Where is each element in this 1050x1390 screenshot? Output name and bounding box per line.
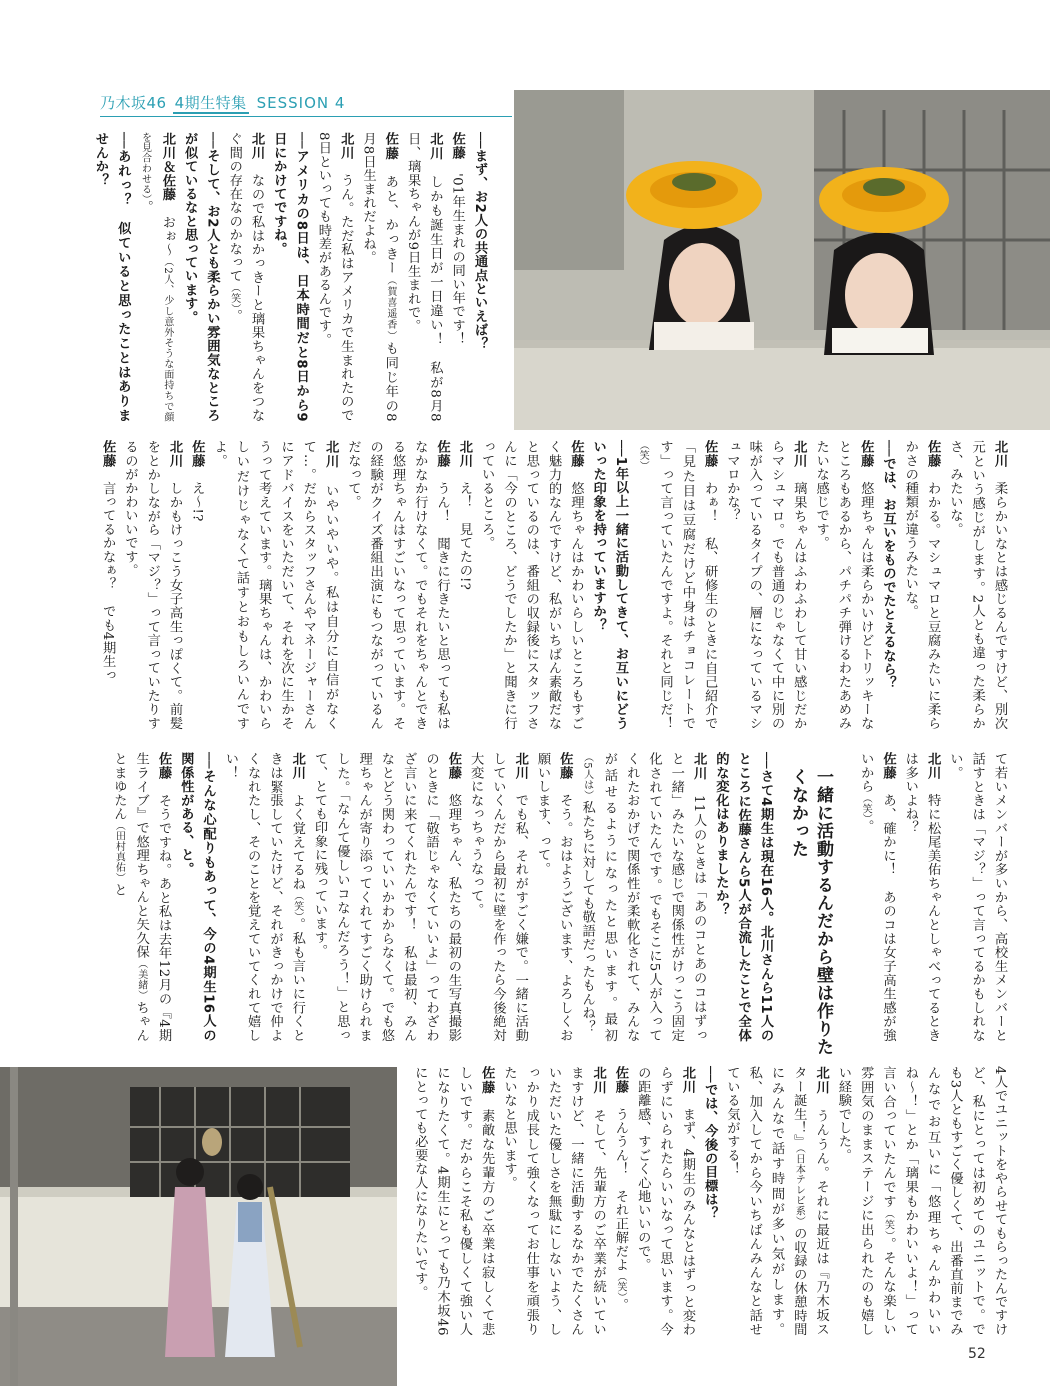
answer: そうですね。あと私は去年12月の『4期生ライブ』で悠理ちゃんと矢久保 — [133, 752, 171, 1043]
annotation: （笑） — [637, 440, 649, 472]
speaker: 北川 — [925, 752, 941, 780]
speaker: 佐藤 — [568, 440, 584, 468]
annotation: （2人、少し意外そうな面持ちで顔を見合わせる） — [139, 132, 173, 423]
answer: の収録の休憩時間にみんなで話す時間が多い気がします。私、加入してから今いちばんみんなと話せている気がする！ — [724, 1066, 807, 1337]
answer: 悠理ちゃんは柔らかいけどトリッキーなところもあるから、パチパチ弾けるわたあめみたいな感じです。 — [813, 440, 874, 731]
answer: 。私も言いに行くときは緊張していたけど、それがきっかけで仲よくなれたし、そのことを覚えていてくれて嬉しい！ — [222, 752, 305, 1042]
annotation: （笑） — [291, 890, 303, 918]
speaker: 佐藤 — [612, 1066, 628, 1094]
question: ──では、今後の目標は？ — [702, 1066, 718, 1220]
answer: 言ってるかなぁ？ でも4期生っ — [100, 481, 116, 682]
text-column-a — [92, 132, 490, 423]
speaker: 北川 — [427, 132, 443, 161]
answer: 4人でユニットをやらせてもらったんですけど、私にとっては初めてのユニットで。でも3人ともすごく優しくて、出番直前までみんなでお互いに「悠理ちゃんかわいいね〜！」とか「璃果もかわいいよ！」って言い合っていたんです — [880, 1066, 1007, 1336]
answer: あ、確かに！ あのコは女子高生感が強いから — [858, 752, 896, 1043]
answer: と — [111, 882, 127, 897]
question: ──1年以上一緒に活動してきて、お互いにどういった印象を持っていますか？ — [590, 440, 628, 730]
photo-street — [0, 1067, 397, 1386]
speaker: 佐藤 — [858, 440, 874, 468]
speaker: 北川 — [249, 132, 265, 160]
question: ──さて4期生は現在16人。北川さんら11人のところに佐藤さんら5人が合流したことで全体的な変化はありましたか？ — [713, 752, 773, 1042]
answer: 悠理ちゃん、私たちの最初の生写真撮影のときに「敬語じゃなくていいよ」ってわざわざ言いに来てくれたんです！ 私は最初、みんなとどう関わっていいかわからなくて。でも悠理ちゃんが寄り添ってくれてすごく助けられました。「なんて優しいコなんだろう！」と思って、とても印象に残っています。 — [312, 752, 461, 1043]
speaker: 北川 — [590, 1066, 606, 1095]
answer: うんうん。それに最近は『乃木坂スター誕生！』 — [791, 1066, 829, 1337]
subheading: 一緒に活動するんだから壁は作りたくなかった — [788, 768, 833, 1056]
speaker: 北川 — [691, 752, 707, 781]
speaker: 佐藤 — [880, 752, 896, 780]
speaker: 北川 — [323, 440, 339, 470]
answer: うん！ 聞きに行きたいと思っても私はなかなか行けなくて。でもそれをちゃんとできる悠理ちゃんはすごいなって思っています。その経験がクイズ番組出演にもつながっているんだなって。 — [345, 440, 450, 731]
answer: も同じ年の8月8日生まれだよね。 — [360, 132, 398, 423]
text-column-e — [412, 1066, 1010, 1336]
answer: 。 — [612, 1297, 628, 1312]
speaker: 北川 — [338, 132, 354, 160]
text-column-b — [100, 440, 1010, 731]
question: ──まず、お2人の共通点といえば？ — [472, 132, 487, 351]
answer: わかる。マシュマロと豆腐みたいに柔らかさの種類が違うみたいな。 — [902, 440, 941, 731]
photo-sunflowers-art — [514, 90, 1050, 430]
speaker: 北川 — [791, 440, 807, 468]
annotation: （賀喜遥香） — [384, 275, 396, 342]
header-rule — [100, 116, 512, 117]
speaker: 佐藤 — [702, 440, 718, 468]
speaker: 北川 — [289, 752, 305, 780]
section-header — [100, 92, 520, 114]
speaker: 佐藤 — [155, 752, 171, 780]
speaker: 北川 — [456, 440, 472, 468]
speaker: 佐藤 — [189, 440, 205, 468]
annotation: （美緒） — [135, 958, 147, 1001]
speaker: 佐藤 — [925, 440, 941, 468]
speaker: 佐藤 — [479, 1066, 495, 1095]
text-column-d — [104, 752, 776, 1042]
speaker: 佐藤 — [445, 752, 461, 780]
photo-street-art — [0, 1067, 397, 1386]
answer: 。 — [137, 199, 153, 214]
answer: '01年生まれの同い年です！ — [449, 173, 465, 346]
session-label: SESSION 4 — [256, 94, 346, 112]
answer: ちゃんとまゆたん — [111, 752, 149, 1043]
text-column-c — [838, 752, 1010, 1042]
answer: おぉ〜 — [159, 215, 175, 257]
answer: わぁ！ 私、研修生のときに自己紹介で「見た目は豆腐だけど中身はチョコレートです」って言っていたんですよ。それと同じだ！ — [657, 440, 718, 731]
annotation: （日本テレビ系） — [793, 1148, 805, 1227]
answer: え！ 見てたの!? — [456, 481, 472, 591]
annotation: （笑） — [882, 1208, 894, 1237]
answer: 。 — [858, 819, 874, 834]
answer: 悠理ちゃんはかわいらしいところもすごく魅力的なんですけど、私がいちばん素敵だなと思っているのは、番組の収録後にスタッフさんに「今のところ、どうでしたか」と聞きに行っているところ。 — [479, 440, 584, 731]
answer: 11人のときは「あのコとあのコはずっと一緒」みたいな感じで関係性がけっこう固定化されていたんです。でもそこに5人が入ってくれたおかげで関係性が柔軟化されて、みんなが話せるようになったと思います。最初 — [601, 752, 707, 1043]
question: ──そんな心配りもあって、今の4期生16人の関係性がある、と。 — [178, 752, 216, 1042]
question: ──アメリカの8日は、日本時間だと8日から9日にかけてですね。 — [271, 132, 309, 422]
answer: うんうん！ それ正解だよ — [612, 1107, 628, 1272]
photo-sunflowers — [514, 90, 1050, 430]
feature-label: 4期生特集 — [174, 94, 247, 112]
page-number: 52 — [968, 1346, 986, 1362]
answer: 。そんな楽しい雰囲気のままステージに出られたのも嬉しい経験でした。 — [835, 1066, 896, 1336]
speaker: 佐藤 — [557, 752, 573, 780]
series-label: 乃木坂46 — [100, 94, 167, 112]
speaker: 佐藤 — [449, 132, 465, 160]
speaker: 佐藤 — [382, 132, 398, 161]
answer: そして、先輩方のご卒業が続いていますけど、一緒に活動するなかでたくさんいただいた優しさを無駄にしないよう、しっかり成長して強くなってお仕事を頑張りたいなと思います。 — [501, 1066, 606, 1337]
speaker: 北川 — [679, 1066, 695, 1094]
answer: でも私、それがすごく嫌で。一緒に活動していくんだから最初に壁を作ったら今後絶対大変になっちゃうなって。 — [468, 752, 528, 1043]
annotation: （笑） — [860, 793, 872, 820]
answer: なので私はかっきーと璃果ちゃんをつなぐ間の存在なのかなって — [226, 132, 265, 423]
answer: 私たちに対しても敬語だったもんね？ — [579, 800, 595, 1034]
answer: よく覚えてるね — [289, 793, 305, 891]
answer: 柔らかいなとは感じるんですけど、別次元という感じがします。2人とも違った柔らかさ、みたいな。 — [947, 440, 1007, 731]
answer: しかも誕生日が一日違い！ 私が8月8日、璃果ちゃんが9日生まれで。 — [405, 132, 443, 423]
answer: まず、4期生のみんなとはずっと変わらずにいられたらいいなって思います。今の距離感、すごく心地いいので。 — [635, 1066, 695, 1337]
question: ──あれっ？ 似ていると思ったことはありませんか？ — [92, 132, 131, 422]
speaker: 北川 — [992, 440, 1007, 468]
annotation: （笑） — [614, 1271, 626, 1298]
annotation: （5人は） — [581, 752, 593, 801]
annotation: （田村真佑） — [113, 820, 125, 883]
question: ──では、お互いをものでたとえるなら？ — [880, 440, 896, 690]
annotation: （笑） — [228, 282, 240, 309]
answer: え〜!? — [189, 481, 205, 522]
answer: しかもけっこう女子高生っぽくて。前髪をとかしながら「マジ？」って言っていたりするのがかわいいです。 — [122, 440, 183, 731]
answer: 璃果ちゃんはふわふわして甘い感じだからマシュマロ。でも普通のじゃなくて中に別の味が入っているタイプの、層になっているマシュマロかな？ — [724, 440, 807, 731]
answer: うん。ただ私はアメリカで生まれたので8日といっても時差があるんです。 — [315, 132, 354, 423]
answer: 。 — [226, 308, 242, 323]
question: ──そして、お2人とも柔らかい雰囲気なところが似ているなと思っています。 — [182, 132, 220, 422]
speaker: 北川 — [512, 752, 528, 780]
speaker: 北川 — [813, 1066, 829, 1095]
answer: 素敵な先輩方のご卒業は寂しくて悲しいです。だからこそ私も優しくて強い人になりたくて。4期生にとっても乃木坂46にとっても必要な人になりたいです。 — [412, 1066, 495, 1337]
speaker: 佐藤 — [100, 440, 116, 468]
speaker: 北川 — [167, 440, 183, 468]
answer: 特に松尾美佑ちゃんとしゃべってるときは多いよね？ — [902, 752, 941, 1043]
answer: て若いメンバーが多いから、高校生メンバーと話すときは「マジ？」って言ってるかもしれない。 — [947, 752, 1007, 1042]
speaker: 佐藤 — [434, 440, 450, 468]
answer: あと、かっきー — [382, 175, 398, 276]
speaker: 北川＆佐藤 — [159, 132, 175, 202]
answer: いやいやいや。私は自分に自信がなくて…。だからスタッフさんやマネージャーさんにアドバイスをいただいて、それを次に生かそうって考えています。璃果ちゃんは、かわいらしいだけじゃなくて話すとおもしろいんですよ。 — [211, 440, 339, 731]
answer: そう。おはようございます、よろしくお願いします、って。 — [535, 752, 573, 1043]
